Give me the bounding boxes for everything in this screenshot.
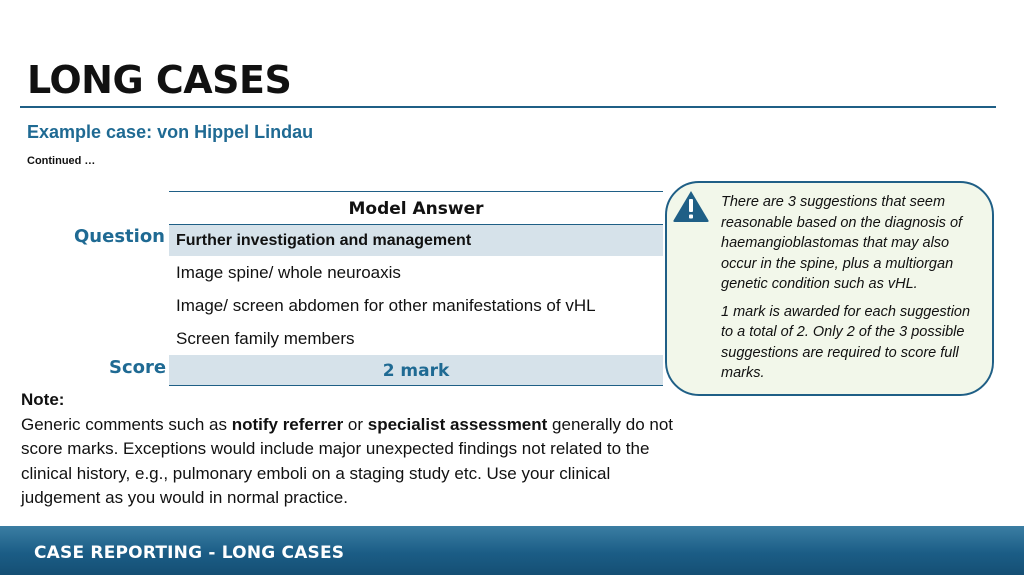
answer-item: Image/ screen abdomen for other manifestations of vHL <box>176 296 596 315</box>
case-subtitle: Example case: von Hippel Lindau <box>27 122 314 142</box>
callout-text <box>721 192 981 391</box>
model-answer-header: Model Answer <box>169 191 663 224</box>
note-text: Generic comments such as <box>21 414 232 434</box>
callout-paragraph: There are 3 suggestions that seem reasonable based on the diagnosis of haemangioblastomas that may also occur in the spine, plus a multiorgan genetic condition such as vHL. <box>721 194 963 292</box>
question-label: Question <box>74 226 165 247</box>
warning-icon <box>672 189 710 223</box>
note-section <box>21 388 691 511</box>
answer-item: Screen family members <box>176 329 355 348</box>
note-emphasis: specialist assessment <box>367 414 548 434</box>
note-text: generally do not score marks. Exceptions would include major unexpected findings not related to the clinical history, e.g., pulmonary emboli on a staging study etc. Use your clinical judgement as you would in normal practice. <box>21 414 674 507</box>
answer-item: Image spine/ whole neuroaxis <box>176 263 401 282</box>
score-label: Score <box>109 357 167 378</box>
note-title: Note: <box>21 390 65 409</box>
footer-bar <box>0 526 1024 575</box>
note-emphasis: notify referrer <box>231 414 344 434</box>
guidance-callout <box>665 181 994 396</box>
model-answer-table <box>169 191 663 386</box>
footer-title: CASE REPORTING - LONG CASES <box>34 543 345 563</box>
note-body <box>21 413 691 511</box>
score-value: 2 mark <box>169 355 663 386</box>
callout-paragraph: 1 mark is awarded for each suggestion to a total of 2. Only 2 of the 3 possible suggestions are required to score full marks. <box>721 303 971 381</box>
slide-title: LONG CASES <box>27 58 292 102</box>
note-text: or <box>343 414 368 434</box>
continued-label: Continued … <box>27 155 96 167</box>
title-divider <box>20 106 996 108</box>
question-text: Further investigation and management <box>169 224 663 256</box>
